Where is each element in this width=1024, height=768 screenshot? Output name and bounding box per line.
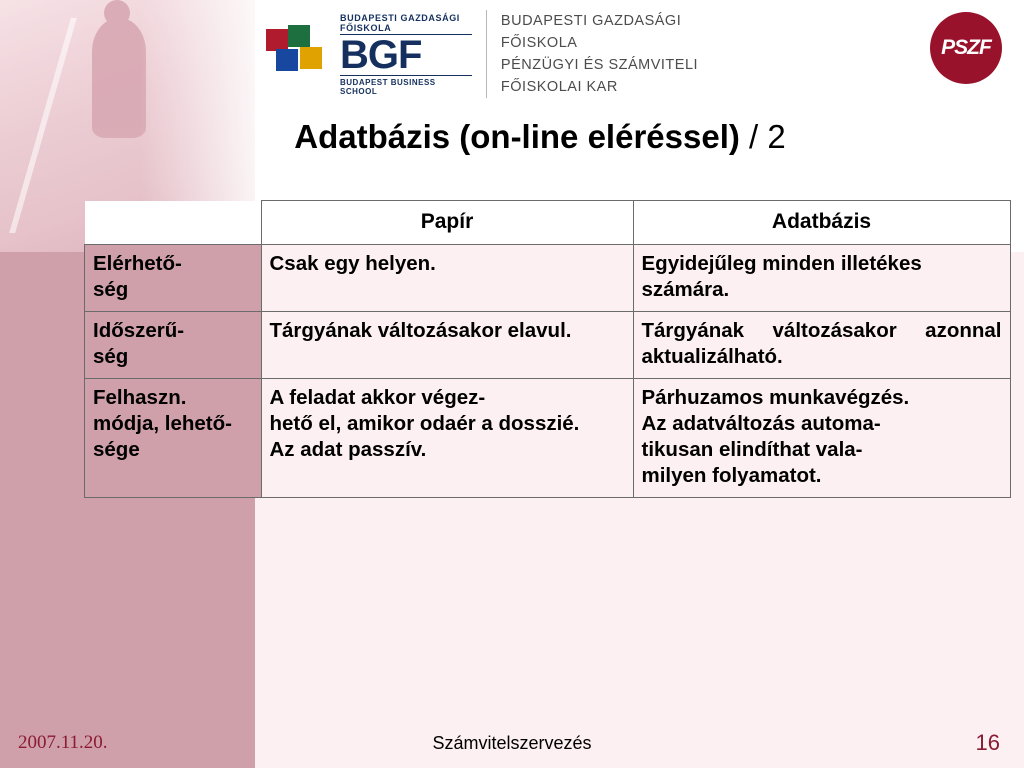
- footer-subject: Számvitelszervezés: [432, 733, 592, 753]
- page-title: [160, 118, 920, 156]
- pszf-logo-text: PSZF: [941, 36, 991, 59]
- cell-database-idoszeruseg: Tárgyának változásakor azonnal aktualizálható.: [633, 312, 1010, 379]
- cell-paper-felhasznalas: A feladat akkor végez- hető el, amikor odaér a dosszié. Az adat passzív.: [261, 379, 633, 498]
- bgf-letters: BGF: [340, 32, 422, 77]
- footer-page-number: 16: [975, 730, 1000, 755]
- bgf-institution-line2: PÉNZÜGYI ÉS SZÁMVITELI FŐISKOLAI KAR: [500, 57, 699, 95]
- table-row: [85, 379, 1011, 498]
- bgf-top-line: BUDAPESTI GAZDASÁGI FŐISKOLA: [340, 13, 472, 35]
- table-header-database: Adatbázis: [633, 201, 1010, 245]
- pszf-circle-icon: [930, 12, 1002, 84]
- bgf-logo: [262, 12, 742, 96]
- table-header-row: [85, 201, 1011, 245]
- cell-paper-elerhetoseg: Csak egy helyen.: [261, 245, 633, 312]
- row-label-elerhetoseg: Elérhető- ség: [85, 245, 262, 312]
- table-row: [85, 245, 1011, 312]
- row-label-felhasznalas: Felhaszn. módja, lehető- sége: [85, 379, 262, 498]
- row-label-idoszeruseg: Időszerű- ség: [85, 312, 262, 379]
- cell-database-felhasznalas: Párhuzamos munkavégzés. Az adatváltozás automa- tikusan elindíthat vala- milyen folyamatot.: [633, 379, 1010, 498]
- page-title-suffix: / 2: [749, 118, 786, 155]
- footer-date: 2007.11.20.: [18, 732, 108, 753]
- cell-paper-idoszeruseg: Tárgyának változásakor elavul.: [261, 312, 633, 379]
- table-row: [85, 312, 1011, 379]
- comparison-table: [84, 200, 1011, 498]
- bgf-institution-name: [486, 10, 742, 98]
- bgf-wordmark: [340, 13, 472, 96]
- table-corner-cell: [85, 201, 262, 245]
- bgf-institution-line1: BUDAPESTI GAZDASÁGI FŐISKOLA: [500, 13, 682, 51]
- page-title-main: Adatbázis (on-line eléréssel): [294, 118, 740, 155]
- bgf-bottom-line: BUDAPEST BUSINESS SCHOOL: [340, 75, 472, 96]
- cell-database-elerhetoseg: Egyidejűleg minden illetékes számára.: [633, 245, 1010, 312]
- bgf-squares-icon: [262, 23, 336, 85]
- table-header-paper: Papír: [261, 201, 633, 245]
